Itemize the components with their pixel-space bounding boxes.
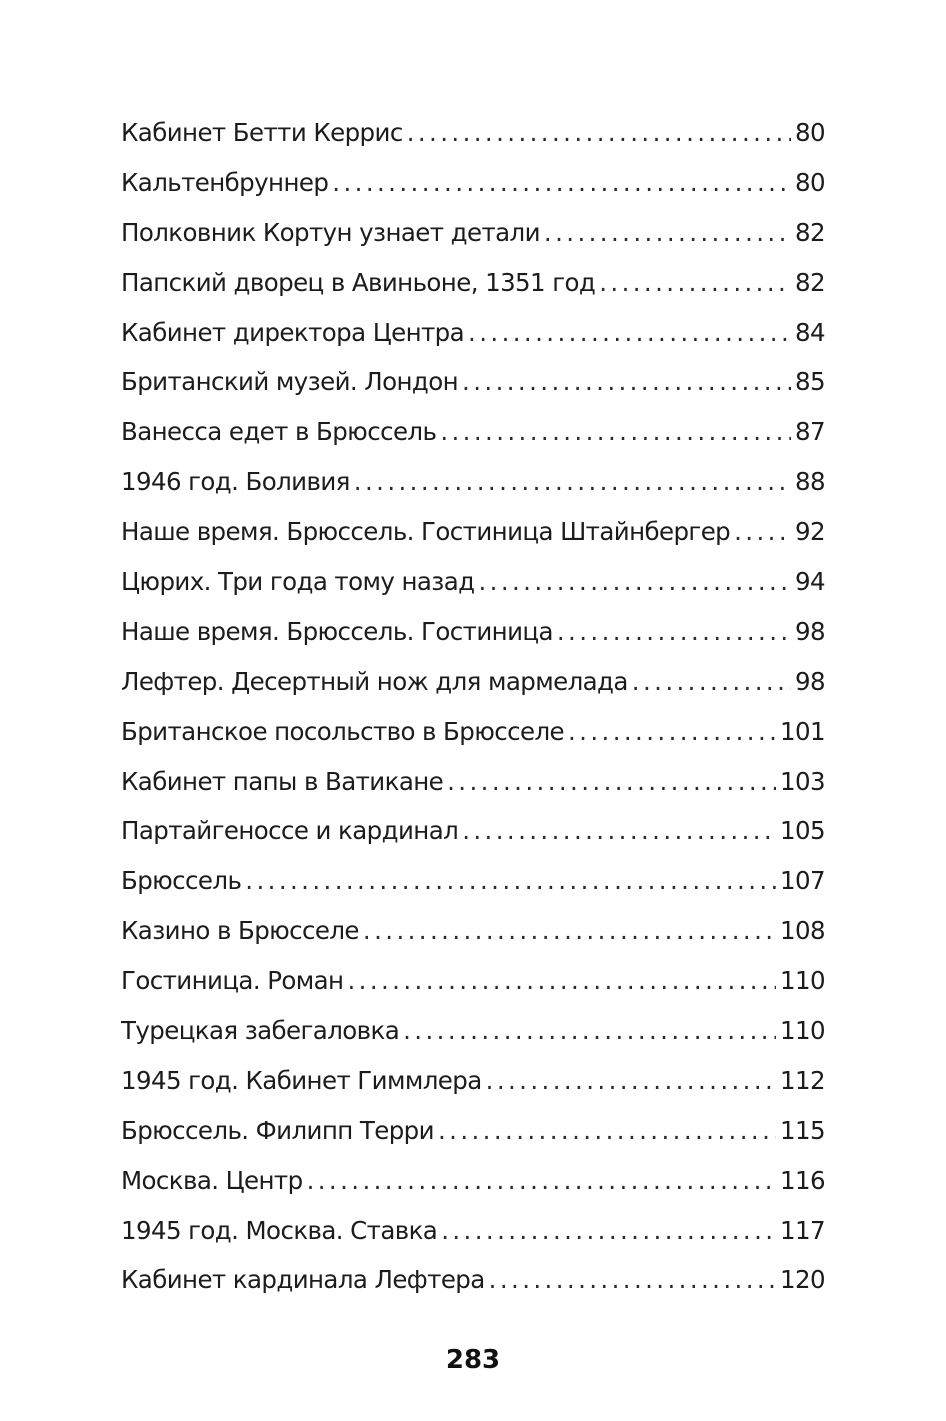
toc-entry: [121, 1106, 825, 1156]
toc-entry: [121, 407, 825, 457]
toc-entry: [121, 856, 825, 906]
toc-entry-page: 98: [795, 616, 825, 646]
toc-entry-page: 116: [780, 1165, 825, 1195]
toc-entry-title: Британский музей. Лондон: [121, 367, 459, 397]
table-of-contents: [121, 108, 825, 1305]
toc-dot-leader: [447, 757, 776, 807]
toc-entry-page: 92: [795, 517, 825, 547]
toc-entry-title: 1945 год. Москва. Ставка: [121, 1215, 438, 1245]
toc-entry-page: 87: [795, 417, 825, 447]
toc-entry-title: Цюрих. Три года тому назад: [121, 567, 475, 597]
toc-entry-title: Британское посольство в Брюсселе: [121, 716, 564, 746]
toc-dot-leader: [734, 507, 791, 557]
toc-dot-leader: [307, 1156, 776, 1206]
toc-entry-title: Кабинет директора Центра: [121, 317, 465, 347]
toc-entry-title: 1946 год. Боливия: [121, 467, 350, 497]
toc-entry-page: 82: [795, 267, 825, 297]
toc-entry: [121, 607, 825, 657]
toc-entry-title: Лефтер. Десертный нож для мармелада: [121, 666, 628, 696]
toc-entry-title: Кальтенбруннер: [121, 167, 329, 197]
toc-entry: [121, 357, 825, 407]
toc-entry-title: Наше время. Брюссель. Гостиница: [121, 616, 553, 646]
toc-entry: [121, 657, 825, 707]
toc-entry-title: Ванесса едет в Брюссель: [121, 417, 437, 447]
toc-dot-leader: [486, 1056, 776, 1106]
toc-entry-page: 115: [780, 1115, 825, 1145]
toc-entry: [121, 707, 825, 757]
toc-entry: [121, 507, 825, 557]
toc-entry-title: Турецкая забегаловка: [121, 1016, 400, 1046]
toc-entry: [121, 956, 825, 1006]
toc-dot-leader: [440, 407, 791, 457]
toc-entry-page: 84: [795, 317, 825, 347]
toc-entry-page: 85: [795, 367, 825, 397]
toc-entry: [121, 158, 825, 208]
toc-entry-title: Папский дворец в Авиньоне, 1351 год: [121, 267, 596, 297]
toc-dot-leader: [489, 1255, 776, 1305]
toc-entry: [121, 806, 825, 856]
toc-dot-leader: [363, 906, 776, 956]
toc-dot-leader: [407, 108, 791, 158]
toc-entry-title: Полковник Кортун узнает детали: [121, 217, 540, 247]
page-number: 283: [445, 1345, 501, 1375]
toc-dot-leader: [332, 158, 791, 208]
toc-entry-title: Партайгеноссе и кардинал: [121, 816, 459, 846]
toc-dot-leader: [462, 806, 776, 856]
toc-entry: [121, 906, 825, 956]
toc-dot-leader: [403, 1006, 776, 1056]
toc-entry-page: 101: [780, 716, 825, 746]
toc-entry: [121, 108, 825, 158]
toc-dot-leader: [632, 657, 791, 707]
toc-entry-title: Кабинет папы в Ватикане: [121, 766, 444, 796]
toc-dot-leader: [557, 607, 791, 657]
toc-entry-page: 94: [795, 567, 825, 597]
toc-entry: [121, 258, 825, 308]
toc-entry-page: 117: [780, 1215, 825, 1245]
toc-entry: [121, 1255, 825, 1305]
toc-entry-title: Брюссель. Филипп Терри: [121, 1115, 434, 1145]
toc-entry-page: 98: [795, 666, 825, 696]
toc-entry-page: 88: [795, 467, 825, 497]
toc-dot-leader: [468, 308, 791, 358]
toc-dot-leader: [568, 707, 776, 757]
toc-entry: [121, 1206, 825, 1256]
toc-entry-page: 80: [795, 118, 825, 147]
toc-entry-page: 110: [780, 1016, 825, 1046]
toc-entry-page: 103: [780, 766, 825, 796]
toc-entry-page: 80: [795, 167, 825, 197]
toc-entry-title: Гостиница. Роман: [121, 966, 344, 996]
toc-dot-leader: [544, 208, 791, 258]
toc-entry-title: Наше время. Брюссель. Гостиница Штайнбергер: [121, 517, 731, 547]
toc-entry-page: 112: [780, 1065, 825, 1095]
toc-dot-leader: [438, 1106, 776, 1156]
toc-dot-leader: [462, 357, 791, 407]
toc-dot-leader: [245, 856, 776, 906]
toc-dot-leader: [441, 1206, 776, 1256]
toc-entry: [121, 1156, 825, 1206]
toc-entry-title: Казино в Брюсселе: [121, 916, 359, 946]
toc-entry-page: 105: [780, 816, 825, 846]
toc-entry-title: 1945 год. Кабинет Гиммлера: [121, 1065, 482, 1095]
toc-entry-page: 108: [780, 916, 825, 946]
toc-entry-title: Москва. Центр: [121, 1165, 303, 1195]
toc-entry: [121, 1056, 825, 1106]
toc-dot-leader: [478, 557, 791, 607]
toc-entry-page: 82: [795, 217, 825, 247]
toc-entry-title: Кабинет Бетти Керрис: [121, 118, 403, 147]
toc-dot-leader: [354, 457, 791, 507]
toc-entry: [121, 208, 825, 258]
toc-entry-page: 107: [780, 866, 825, 896]
toc-entry-title: Кабинет кардинала Лефтера: [121, 1265, 485, 1295]
toc-entry: [121, 757, 825, 807]
toc-entry-title: Брюссель: [121, 866, 242, 896]
toc-entry: [121, 1006, 825, 1056]
toc-entry: [121, 457, 825, 507]
toc-entry: [121, 557, 825, 607]
toc-entry-page: 110: [780, 966, 825, 996]
toc-entry: [121, 308, 825, 358]
toc-dot-leader: [599, 258, 791, 308]
toc-entry-page: 120: [780, 1265, 825, 1295]
toc-dot-leader: [347, 956, 776, 1006]
